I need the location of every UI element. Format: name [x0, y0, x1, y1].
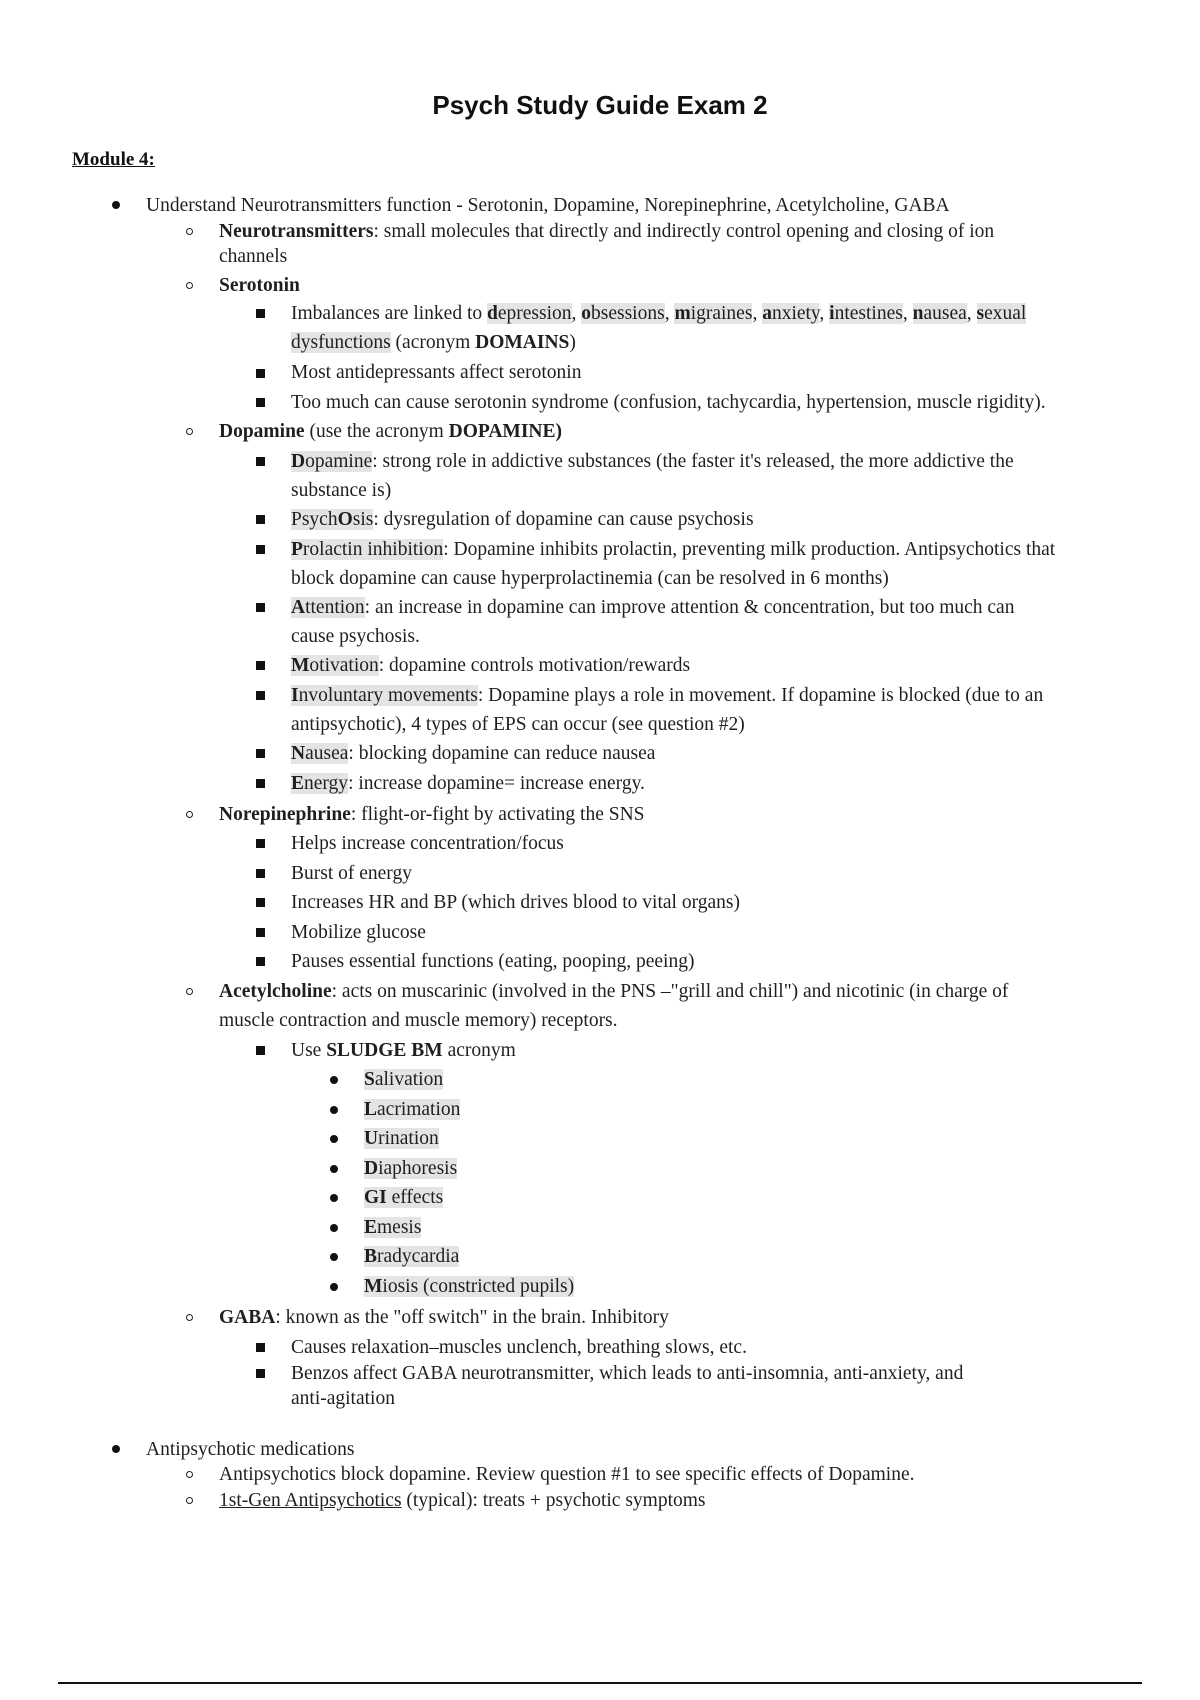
circle-bullet-icon — [186, 1471, 193, 1478]
highlight-term — [291, 597, 365, 618]
term-rest: mesis — [377, 1216, 422, 1238]
list-item — [364, 1097, 460, 1122]
square-bullet-icon — [256, 545, 265, 554]
square-bullet-icon — [256, 603, 265, 612]
highlight-term — [291, 773, 348, 794]
square-bullet-icon — [256, 898, 265, 907]
list-item — [219, 1488, 706, 1513]
term-letter: B — [364, 1246, 378, 1267]
list-item — [291, 449, 1014, 474]
text: Imbalances are linked to — [291, 303, 487, 324]
term-rest: alivation — [374, 1069, 444, 1090]
term-rest: opamine — [305, 451, 373, 472]
list-item — [364, 1274, 574, 1299]
highlight-term — [762, 303, 819, 324]
list-item-continuation: block dopamine can cause hyperprolactinemia (can be resolved in 6 months) — [291, 568, 889, 589]
list-item: Benzos affect GABA neurotransmitter, which leads to anti-insomnia, anti-anxiety, and — [291, 1363, 964, 1384]
list-item-continuation: anti-agitation — [291, 1388, 395, 1409]
list-item: Imbalances are linked to depression, obsessions, migraines, anxiety, intestines, nausea, sexual — [291, 303, 1027, 324]
highlight-term: PsychOsis — [291, 509, 374, 530]
list-item-continuation: cause psychosis. — [291, 626, 420, 647]
square-bullet-icon — [256, 515, 265, 524]
square-bullet-icon — [256, 839, 265, 848]
list-item — [364, 1126, 439, 1151]
term-letter: M — [291, 655, 310, 676]
highlight-term — [291, 539, 443, 560]
term-rest: nvoluntary movements — [298, 685, 478, 706]
circle-bullet-icon — [186, 988, 193, 995]
term-letter: GI — [364, 1187, 387, 1208]
norepinephrine-heading: Norepinephrine — [219, 804, 351, 825]
list-item — [364, 1185, 443, 1210]
term-letter: M — [364, 1275, 383, 1297]
definition: : acts on muscarinic (involved in the PNS –"grill and chill") and nicotinic (in charge of — [331, 981, 1009, 1002]
highlight-term — [829, 303, 903, 324]
term-letter: L — [364, 1098, 378, 1120]
page-title: Psych Study Guide Exam 2 — [432, 90, 768, 120]
acronym: DOPAMINE) — [448, 421, 563, 442]
square-bullet-icon — [256, 309, 265, 318]
list-item: Causes relaxation–muscles unclench, breathing slows, etc. — [291, 1337, 747, 1358]
circle-bullet-icon — [186, 428, 193, 435]
term-letter: i — [829, 303, 835, 324]
term-rest: effects — [386, 1187, 444, 1208]
square-bullet-icon — [256, 457, 265, 466]
term-rest: bsessions — [591, 303, 665, 324]
square-bullet-icon — [256, 1046, 265, 1055]
highlight-term — [364, 1246, 459, 1267]
square-bullet-icon — [256, 398, 265, 407]
list-item-continuation: muscle contraction and muscle memory) receptors. — [219, 1010, 618, 1031]
definition: : strong role in addictive substances (the faster it's released, the more addictive the — [372, 451, 1014, 472]
term-rest: exual — [984, 303, 1027, 324]
square-bullet-icon — [256, 1343, 265, 1352]
term-letter: S — [364, 1069, 375, 1090]
text: ) — [569, 332, 576, 353]
bullet-icon — [330, 1106, 338, 1114]
highlight-term — [487, 303, 572, 324]
term-rest: rolactin inhibition — [302, 539, 444, 560]
definition: : dysregulation of dopamine can cause psychosis — [373, 509, 754, 530]
highlight-term — [291, 655, 379, 676]
square-bullet-icon — [256, 691, 265, 700]
definition: : flight-or-fight by activating the SNS — [350, 804, 645, 825]
term-letter: a — [762, 303, 772, 324]
definition: : known as the "off switch" in the brain. Inhibitory — [275, 1307, 669, 1328]
term-rest: radycardia — [377, 1246, 460, 1267]
text: (use the acronym — [304, 421, 449, 442]
circle-bullet-icon — [186, 282, 193, 289]
term-rest: ausea — [305, 743, 349, 764]
section-heading — [219, 979, 1008, 1004]
highlight-term — [581, 303, 664, 324]
term-letter: n — [912, 303, 924, 324]
highlight-term — [913, 303, 967, 324]
list-item: Understand Neurotransmitters function - Serotonin, Dopamine, Norepinephrine, Acetylcholine, GABA — [146, 195, 950, 216]
highlight-term: dysfunctions — [291, 332, 391, 353]
square-bullet-icon — [256, 779, 265, 788]
term-letter: D — [364, 1157, 379, 1179]
list-item: Increases HR and BP (which drives blood to vital organs) — [291, 892, 740, 913]
term-rest: rination — [378, 1128, 439, 1149]
acronym: SLUDGE BM — [326, 1040, 443, 1061]
highlight-term — [364, 1187, 443, 1208]
bullet-icon — [330, 1224, 338, 1232]
bullet-icon — [112, 201, 120, 209]
section-heading — [219, 419, 562, 444]
text: Use — [291, 1040, 327, 1061]
term-letter: d — [487, 303, 498, 324]
term-rest: otivation — [309, 655, 379, 676]
section-heading — [219, 802, 645, 827]
square-bullet-icon — [256, 369, 265, 378]
list-item: Mobilize glucose — [291, 921, 426, 943]
bullet-icon — [330, 1135, 338, 1143]
acronym: DOMAINS — [475, 332, 570, 353]
definition: : small molecules that directly and indirectly control opening and closing of ion — [373, 221, 995, 242]
list-item: Too much can cause serotonin syndrome (confusion, tachycardia, hypertension, muscle rigidity). — [291, 392, 1046, 413]
bullet-icon — [330, 1283, 338, 1291]
square-bullet-icon — [256, 1369, 265, 1378]
text: (typical): treats + psychotic symptoms — [401, 1490, 706, 1511]
text: (acronym — [390, 332, 476, 353]
list-item — [291, 653, 690, 678]
square-bullet-icon — [256, 661, 265, 670]
text: acronym — [442, 1040, 516, 1061]
term-rest: acrimation — [377, 1098, 461, 1120]
term-letter: I — [291, 685, 299, 706]
square-bullet-icon — [256, 928, 265, 937]
list-item — [364, 1067, 443, 1092]
list-item — [219, 219, 994, 244]
list-item-continuation: channels — [219, 246, 288, 267]
definition: : Dopamine plays a role in movement. If dopamine is blocked (due to an — [477, 685, 1044, 706]
bullet-icon — [330, 1194, 338, 1202]
list-item-continuation — [291, 330, 576, 355]
list-item — [291, 537, 1055, 562]
circle-bullet-icon — [186, 1314, 193, 1321]
highlight-term — [291, 743, 348, 764]
highlight-term — [364, 1128, 439, 1149]
list-item — [364, 1215, 421, 1240]
section-heading — [219, 1305, 669, 1330]
list-item: Most antidepressants affect serotonin — [291, 362, 582, 383]
term-letter: A — [291, 597, 306, 618]
list-item: Helps increase concentration/focus — [291, 833, 564, 854]
highlight-term — [291, 451, 372, 472]
list-item — [291, 507, 754, 532]
definition: : blocking dopamine can reduce nausea — [348, 743, 656, 764]
list-item — [364, 1156, 457, 1181]
serotonin-heading: Serotonin — [219, 275, 300, 296]
term-rest: nergy — [304, 773, 349, 794]
term-letter: U — [364, 1128, 379, 1149]
dopamine-heading: Dopamine — [219, 421, 305, 442]
bullet-icon — [330, 1076, 338, 1084]
list-item — [291, 1038, 516, 1063]
term-letter: O — [337, 509, 353, 530]
definition: : Dopamine inhibits prolactin, preventing milk production. Antipsychotics that — [443, 539, 1056, 560]
underlined-term: 1st-Gen Antipsychotics — [219, 1490, 402, 1511]
highlight-term — [364, 1158, 457, 1179]
list-item — [291, 771, 645, 796]
highlight-term — [364, 1099, 460, 1120]
term-rest: iosis (constricted pupils) — [382, 1275, 575, 1297]
term-rest: ausea — [923, 303, 967, 324]
list-item: Antipsychotic medications — [146, 1439, 355, 1460]
bullet-icon — [330, 1253, 338, 1261]
highlight-term — [291, 685, 478, 706]
list-item: Burst of energy — [291, 862, 412, 884]
list-item — [291, 741, 655, 766]
list-item — [364, 1244, 459, 1269]
highlight-term — [674, 303, 752, 324]
highlight-term — [977, 303, 1027, 324]
square-bullet-icon — [256, 749, 265, 758]
definition: : an increase in dopamine can improve attention & concentration, but too much can — [364, 597, 1015, 618]
term-letter: E — [291, 773, 305, 794]
circle-bullet-icon — [186, 1497, 193, 1504]
highlight-term — [364, 1217, 421, 1238]
term-rest: ttention — [305, 597, 365, 618]
term-letter: D — [291, 451, 306, 472]
bullet-icon — [330, 1165, 338, 1173]
term-letter: o — [581, 303, 592, 324]
term: Neurotransmitters — [219, 221, 374, 242]
term-rest: epression — [497, 303, 572, 324]
highlight-term — [364, 1276, 574, 1297]
circle-bullet-icon — [186, 228, 193, 235]
definition: : increase dopamine= increase energy. — [348, 773, 645, 794]
term-rest: iaphoresis — [378, 1157, 458, 1179]
square-bullet-icon — [256, 869, 265, 878]
bullet-icon — [112, 1445, 120, 1453]
list-item — [291, 595, 1014, 620]
definition: : dopamine controls motivation/rewards — [378, 655, 691, 676]
list-item: Pauses essential functions (eating, pooping, peeing) — [291, 951, 695, 972]
list-item: Antipsychotics block dopamine. Review question #1 to see specific effects of Dopamine. — [219, 1464, 915, 1485]
list-item — [291, 683, 1043, 708]
list-item-continuation: substance is) — [291, 480, 392, 501]
acetylcholine-heading: Acetylcholine — [219, 981, 332, 1002]
square-bullet-icon — [256, 957, 265, 966]
footer-divider — [58, 1682, 1142, 1684]
gaba-heading: GABA — [219, 1307, 276, 1328]
term-letter: N — [291, 743, 306, 764]
section-heading — [219, 273, 300, 298]
module-heading: Module 4: — [72, 149, 155, 170]
term-rest: ntestines — [834, 303, 903, 324]
list-item-continuation: antipsychotic), 4 types of EPS can occur (see question #2) — [291, 714, 745, 735]
term-letter: E — [364, 1216, 378, 1238]
circle-bullet-icon — [186, 811, 193, 818]
term-rest: nxiety — [771, 303, 820, 324]
term-letter: m — [674, 303, 691, 324]
highlight-term — [364, 1069, 443, 1090]
term-letter: s — [976, 303, 985, 324]
term-rest: igraines — [690, 303, 753, 324]
term-letter: P — [291, 539, 303, 560]
